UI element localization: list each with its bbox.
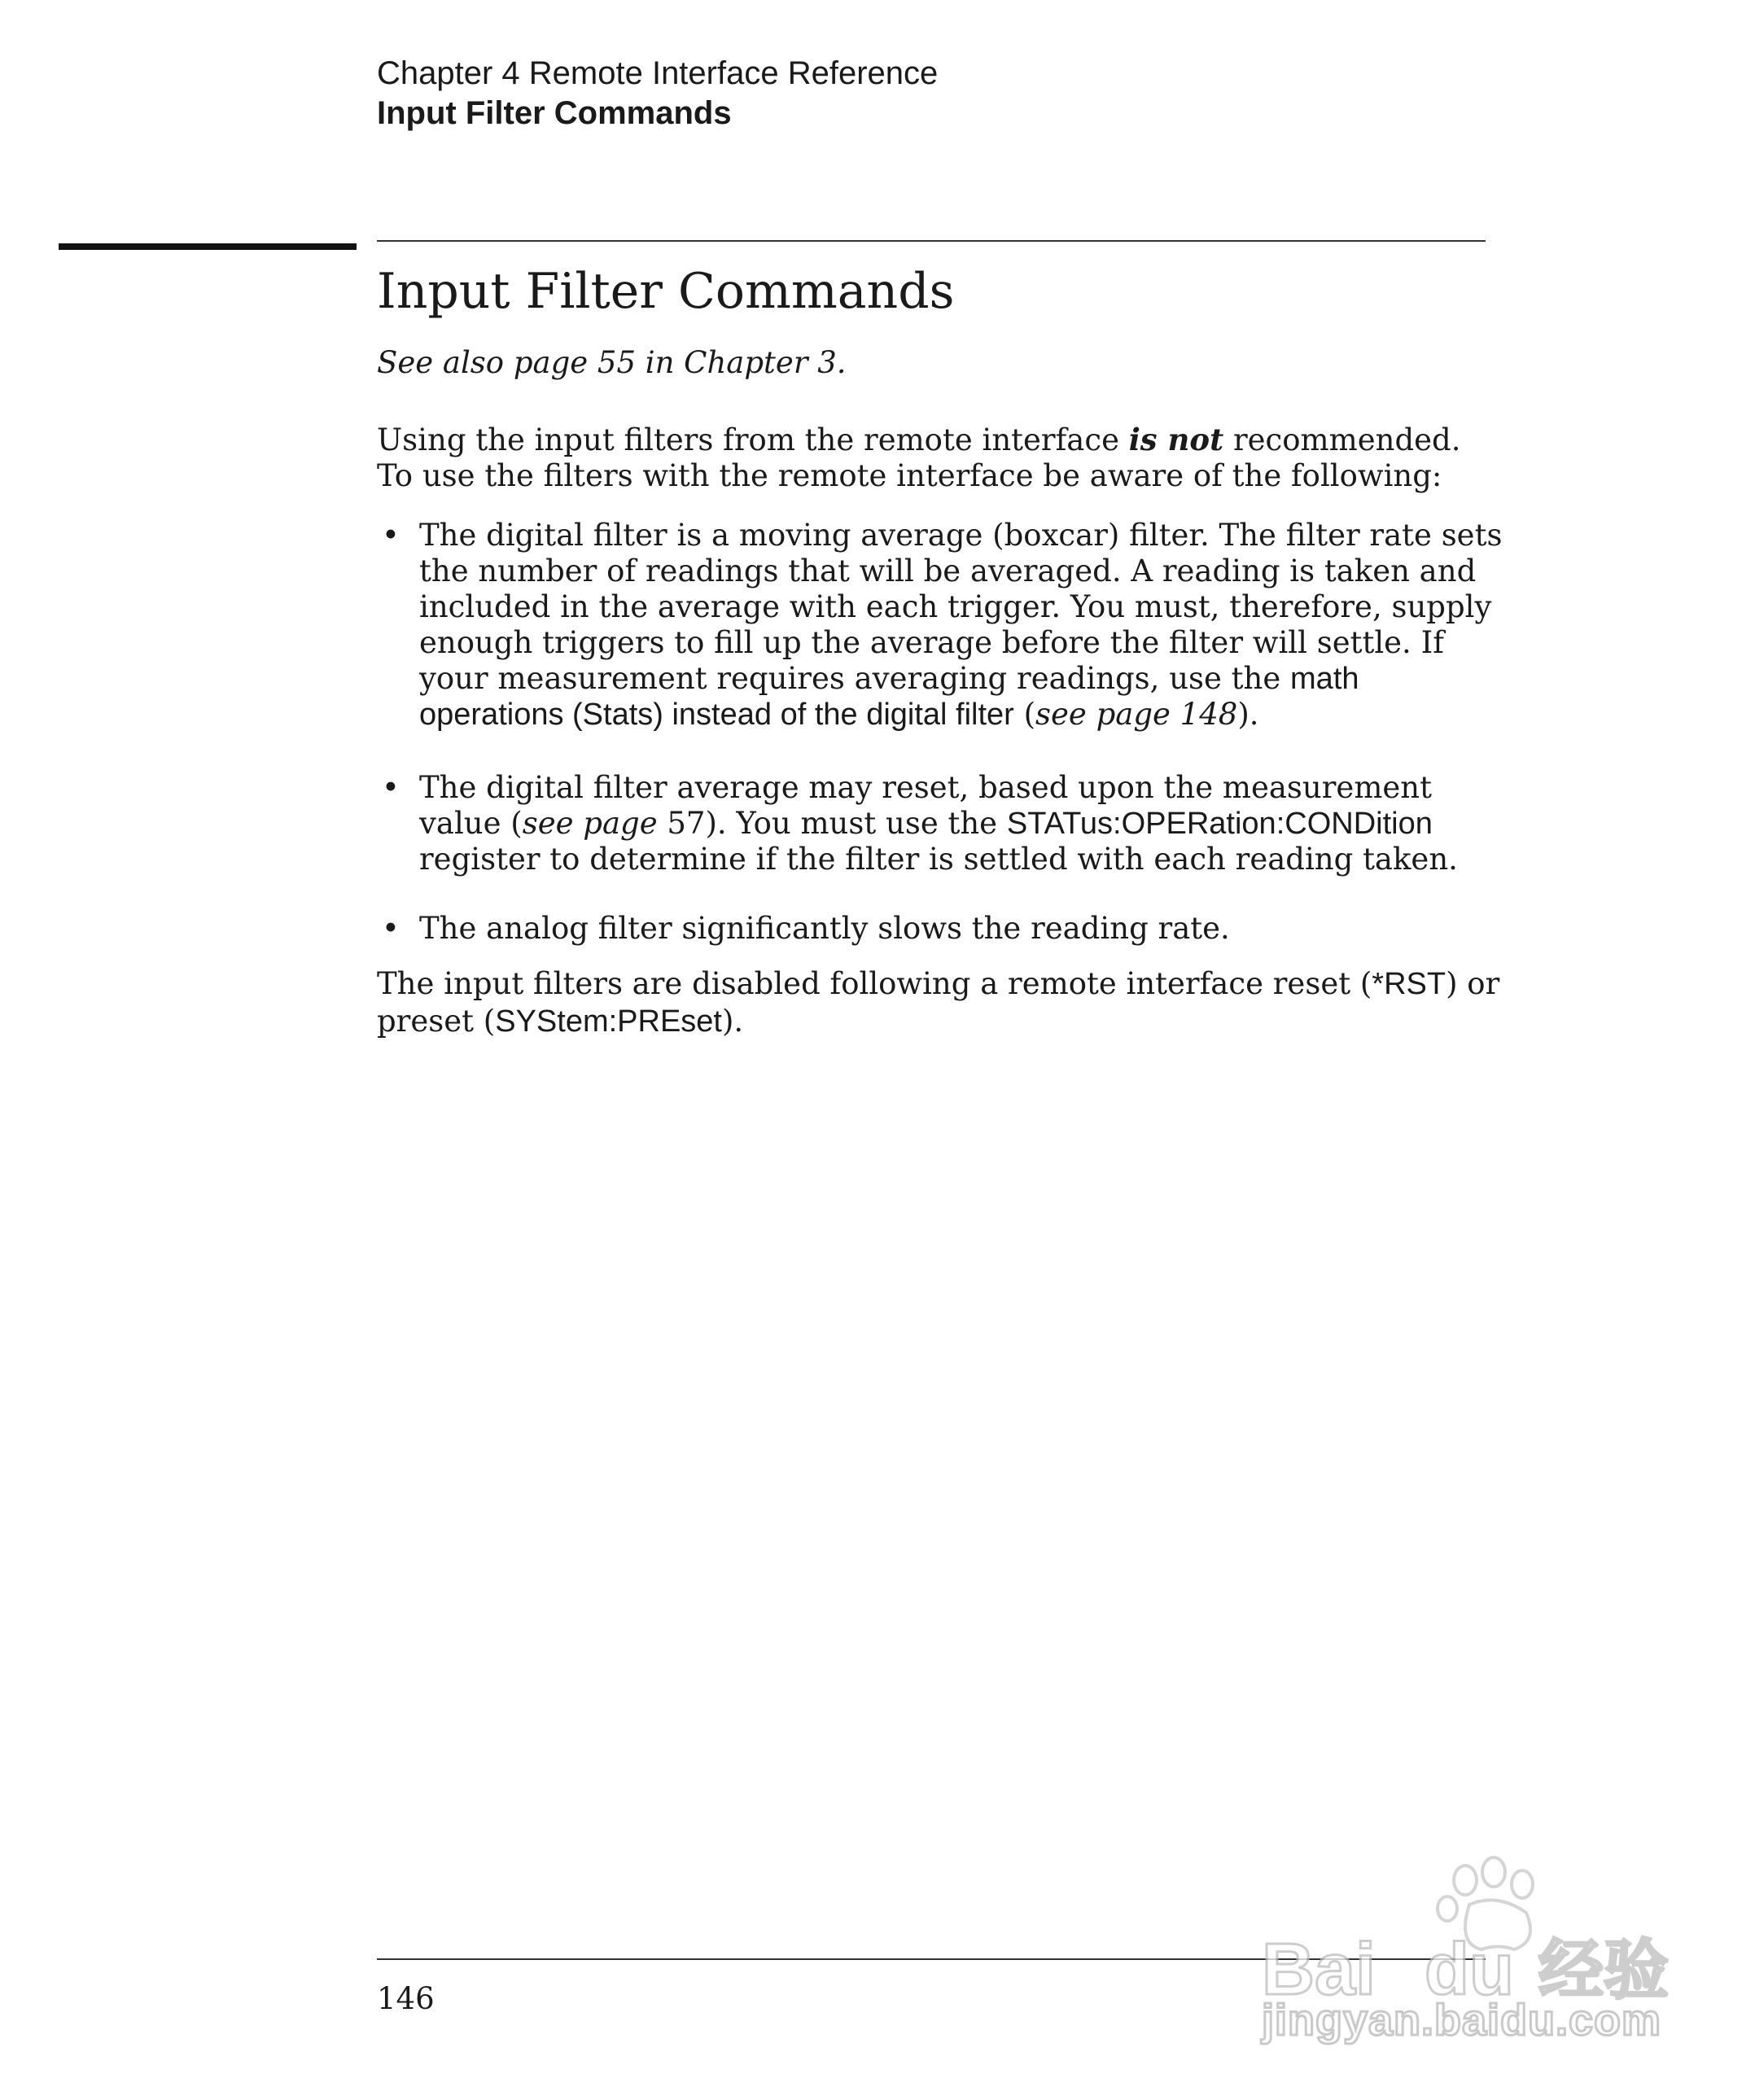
bullet-list-1 xyxy=(377,518,1508,733)
closing-text-after: ). xyxy=(721,1004,744,1039)
bullet-1-command: math operations (Stats) instead of the digital filter xyxy=(419,662,1359,732)
page-number: 146 xyxy=(377,1981,435,2016)
section-title: Input Filter Commands xyxy=(377,263,955,320)
reset-command: *RST xyxy=(1372,967,1446,1001)
running-header-chapter: Chapter 4 Remote Interface Reference xyxy=(377,55,939,91)
bullet-3-text: The analog filter significantly slows the reading rate. xyxy=(419,911,1230,946)
preset-command: SYStem:PREset xyxy=(495,1004,722,1039)
bullet-2-text-after: register to determine if the filter is settled with each reading taken. xyxy=(419,842,1458,877)
bullet-2-text-mid: ). You must use the xyxy=(705,806,1007,841)
bullet-dot-icon: • xyxy=(382,911,400,946)
bullet-list-3 xyxy=(377,911,1508,947)
bullet-dot-icon: • xyxy=(382,770,400,805)
bullet-list-2 xyxy=(377,770,1508,877)
intro-text-after: recommended. To use the filters with the remote interface be aware of the following: xyxy=(377,422,1461,493)
bullet-2-command: STATus:OPERation:CONDition xyxy=(1006,807,1433,841)
svg-text:Bai: Bai xyxy=(1262,1929,1376,2010)
closing-text-mid: ) or preset ( xyxy=(377,966,1500,1039)
running-header-section: Input Filter Commands xyxy=(377,95,732,131)
svg-text:du: du xyxy=(1425,1929,1514,2010)
list-item xyxy=(377,518,1508,733)
bullet-2-page-number: 57 xyxy=(657,806,706,841)
svg-text:经验: 经验 xyxy=(1538,1934,1669,2006)
intro-paragraph xyxy=(377,422,1500,494)
bullet-1-text: The digital filter is a moving average (boxcar) filter. The filter rate sets the number of readings that will be averaged. A reading is taken and included in the average with each trigger. You must, therefore, supply enough triggers to fill up the average before the filter will settle. If your measurement requires averaging readings, use the xyxy=(419,518,1503,696)
bullet-1-ref-open: ( xyxy=(1013,697,1036,732)
bullet-2-page-reference: see page xyxy=(522,806,658,841)
list-item xyxy=(377,770,1508,877)
intro-text-before: Using the input filters from the remote interface xyxy=(377,422,1129,457)
see-also-note: See also page 55 in Chapter 3. xyxy=(377,345,847,380)
section-marker-rule xyxy=(59,243,357,250)
intro-emphasis: is not xyxy=(1128,422,1224,457)
section-divider-rule xyxy=(377,240,1486,242)
bullet-2-text-before: The digital filter average may reset, based upon the measurement value ( xyxy=(419,770,1432,841)
closing-paragraph xyxy=(377,965,1508,1040)
watermark-url: jingyan.baidu.com xyxy=(1262,1996,1662,2045)
bullet-1-ref-close: ). xyxy=(1237,697,1259,732)
bullet-1-page-reference: see page 148 xyxy=(1035,697,1238,732)
closing-text-before: The input filters are disabled following a remote interface reset ( xyxy=(377,966,1372,1001)
list-item xyxy=(377,911,1508,947)
bullet-dot-icon: • xyxy=(382,518,400,553)
